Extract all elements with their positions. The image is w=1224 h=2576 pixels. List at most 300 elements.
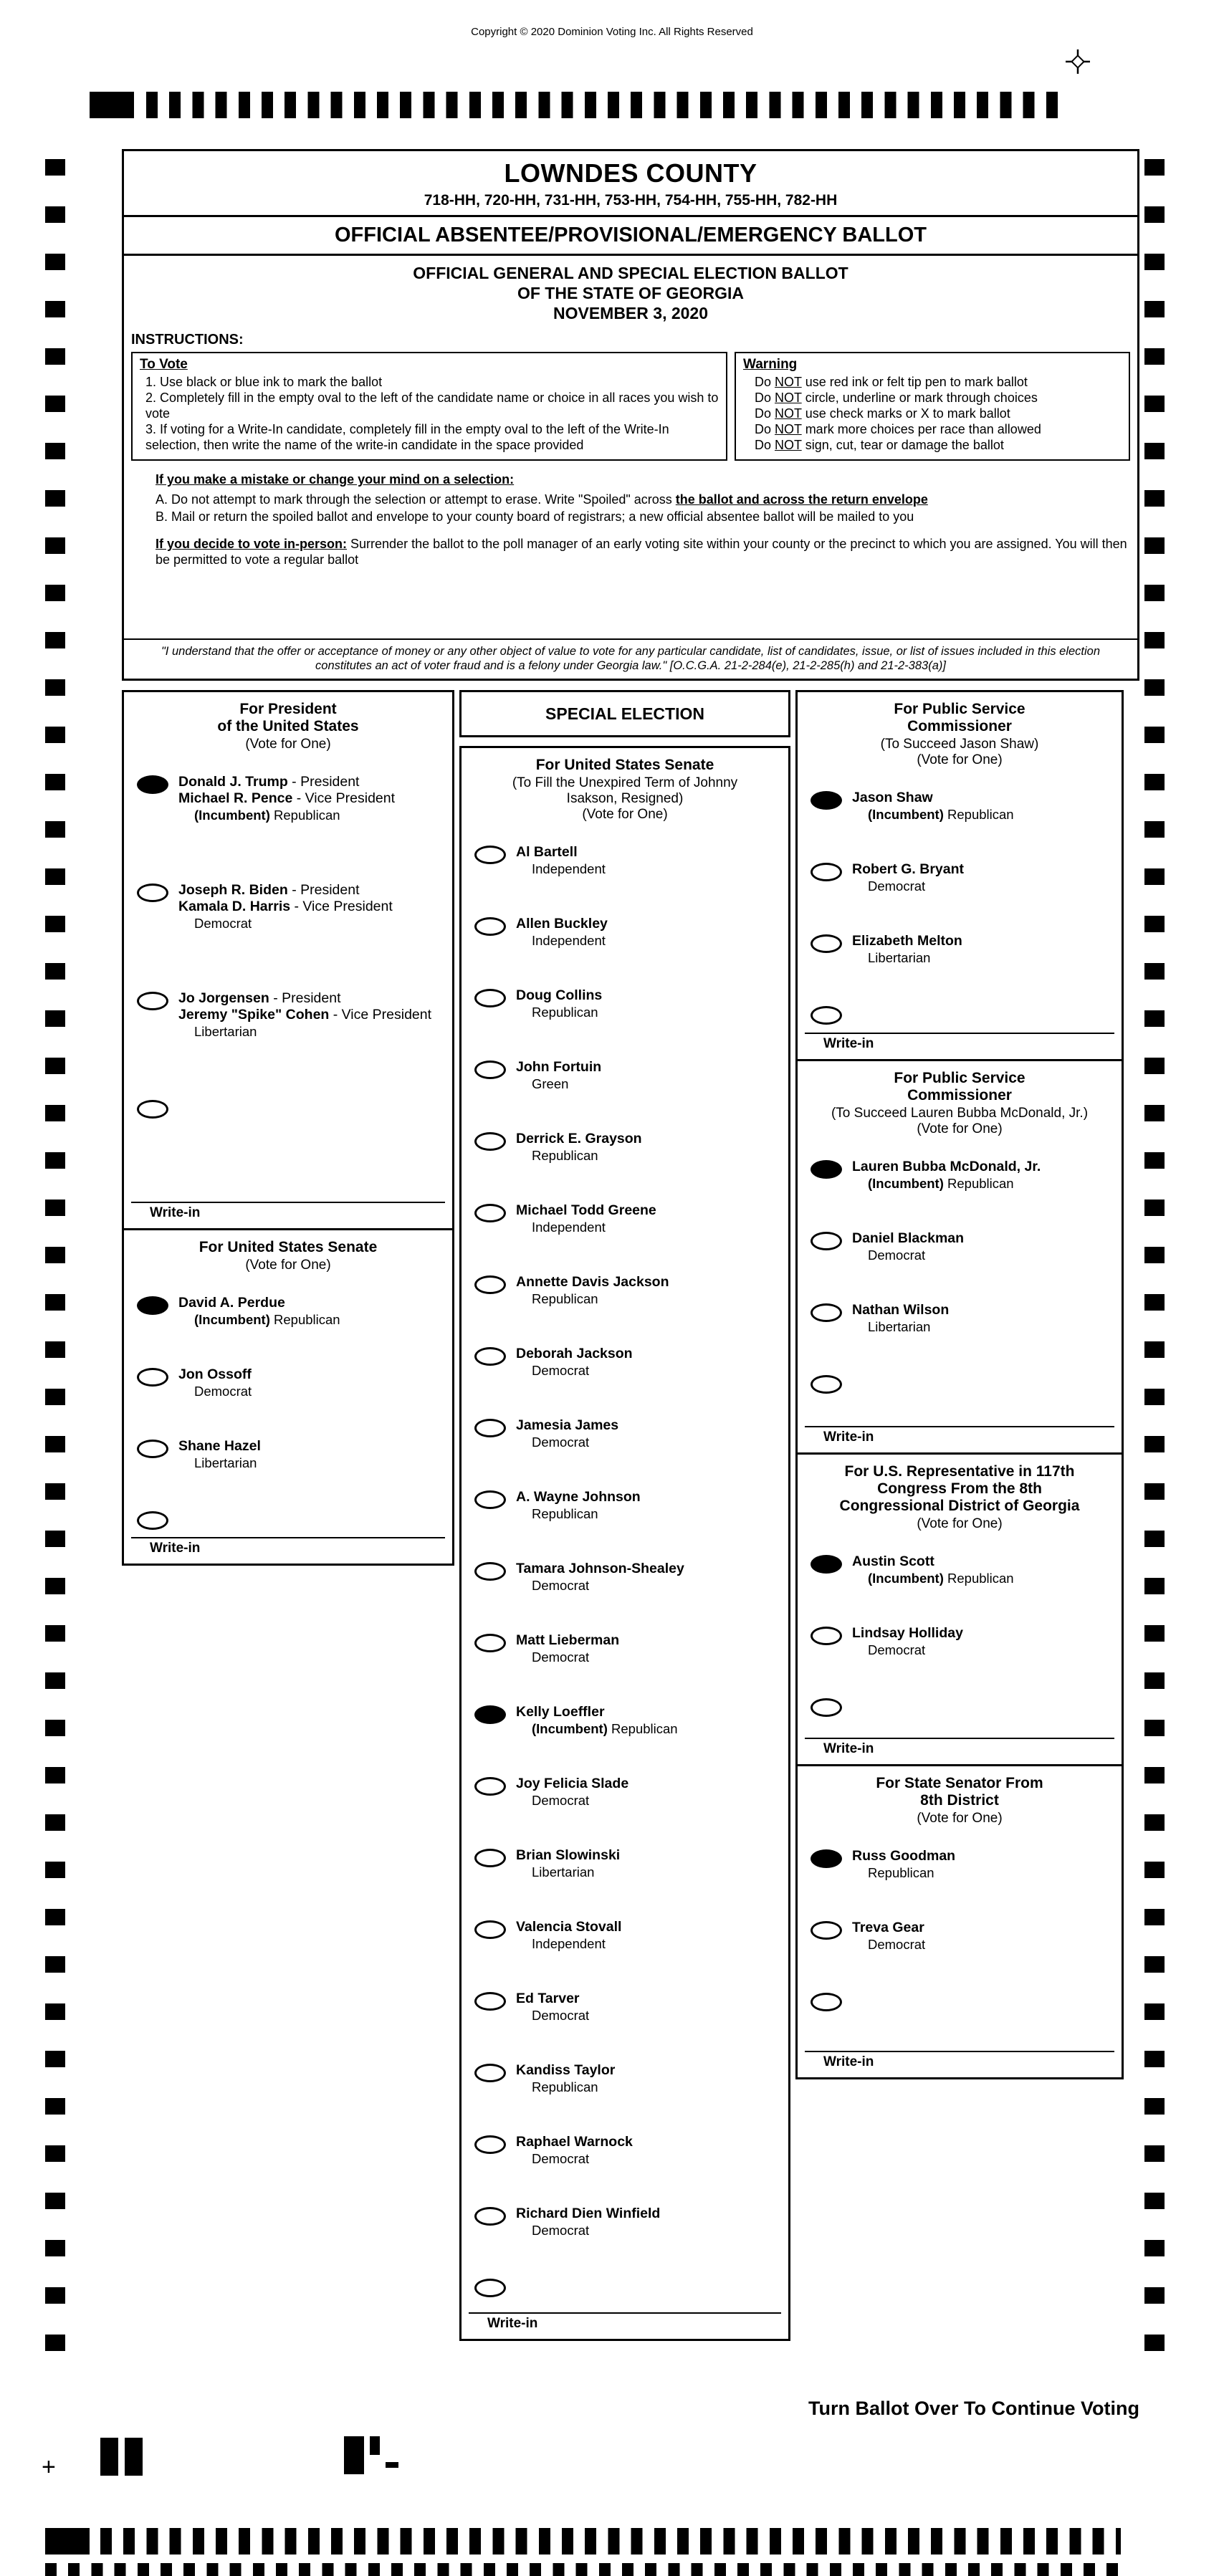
candidate-row [811,1625,1117,1658]
warn-item: Do NOT use red ink or felt tip pen to mark ballot [755,375,1028,389]
candidate-row [474,1632,784,1665]
candidate-name: A. Wayne Johnson [516,1489,641,1505]
ballot-oval[interactable] [474,1060,506,1079]
candidate-list [798,1553,1122,1724]
candidate-row [474,1489,784,1522]
contest-title: For United States Senate [535,757,714,773]
candidate-party: Democrat [532,1363,590,1378]
candidate-name: David A. Perdue [178,1295,285,1311]
candidate-name: Jon Ossoff [178,1366,252,1382]
candidate-row [474,844,784,877]
timing-marks-left [45,159,65,2382]
write-in-line[interactable] [131,1537,445,1538]
candidate-name: Jeremy "Spike" Cohen - Vice President [178,1007,432,1023]
candidate-row [137,1295,448,1328]
candidate-party: Democrat [868,1248,926,1263]
candidate-party: Democrat [532,2223,590,2238]
candidate-row [811,933,1117,966]
candidate-text [178,774,395,823]
ballot-oval[interactable] [811,1627,842,1645]
candidate-name: Kelly Loeffler [516,1704,605,1720]
candidate-row [474,1274,784,1307]
candidate-row [811,1848,1117,1881]
candidate-party: Democrat [194,1384,252,1399]
candidate-party: (Incumbent) Republican [532,1721,678,1736]
candidate-row [474,1704,784,1737]
candidate-row [811,1230,1117,1263]
in-person-instructions: If you decide to vote in-person: Surrender the ballot to the poll manager of an early voting site within your county or the precinct to which you are assigned. You will then be permitted to vote a regular ballot [156,537,1127,567]
candidate-name: Joseph R. Biden - President [178,882,360,898]
candidate-party: Republican [532,1148,598,1163]
contest-title: For Public Service Commissioner [894,1070,1025,1103]
to-vote-title: To Vote [140,357,188,372]
candidate-name: Richard Dien Winfield [516,2206,661,2221]
candidate-text [516,1847,620,1880]
candidate-row [137,990,448,1040]
candidate-text [516,844,606,877]
candidate-text [516,1776,628,1809]
ballot-oval-filled[interactable] [474,1705,506,1724]
candidate-party: Democrat [532,2008,590,2023]
write-in-oval-row [474,2277,784,2297]
candidate-text [516,1991,589,2024]
registration-crosshair-icon [1063,47,1092,76]
candidate-party: Republican [532,1291,598,1306]
contest-us-rep-8 [798,1455,1122,1764]
contest-header [124,692,452,752]
candidate-text [852,790,1014,823]
contest-title: For Public Service Commissioner [894,701,1025,734]
candidate-text [516,1632,619,1665]
candidate-text [516,1131,642,1164]
candidate-row [474,2062,784,2095]
candidate-party: Independent [532,1936,606,1951]
ballot-oval[interactable] [811,1921,842,1940]
candidate-text [178,1295,340,1328]
contest-subtitle: (To Succeed Lauren Bubba McDonald, Jr.) (Vote for One) [831,1106,1089,1136]
candidate-party: (Incumbent) Republican [868,1176,1014,1191]
candidate-row [474,1776,784,1809]
ballot-oval[interactable] [474,2207,506,2226]
ballot-oval[interactable] [474,989,506,1007]
warn-item: Do NOT mark more choices per race than allowed [755,422,1041,436]
timing-marks-bottom-edge [45,2563,1121,2576]
candidate-text [516,916,608,949]
candidate-row [137,1438,448,1471]
write-in-section [124,1537,452,1564]
candidate-text [516,1489,641,1522]
candidate-name: Kamala D. Harris - Vice President [178,899,393,914]
candidate-name: Austin Scott [852,1553,934,1569]
write-in-label: Write-in [823,1036,874,1051]
election-title [124,256,1137,323]
write-in-line[interactable] [131,1202,445,1203]
candidate-name: Michael Todd Greene [516,1202,656,1218]
warning-box [735,352,1130,461]
write-in-line[interactable] [805,1426,1114,1427]
candidate-party: (Incumbent) Republican [194,1312,340,1327]
candidate-name: Annette Davis Jackson [516,1274,669,1290]
contest-box [459,746,790,2341]
contest-box [795,1764,1124,2079]
contest-title: For President of the United States [217,701,359,734]
candidate-row [474,1417,784,1450]
candidate-text [516,2206,660,2239]
election-title-line1: OFFICIAL GENERAL AND SPECIAL ELECTION BALLOT [413,264,848,282]
warn-item: Do NOT sign, cut, tear or damage the ballot [755,438,1004,452]
contest-subtitle: (Vote for One) [917,1516,1003,1531]
candidate-row [811,1159,1117,1192]
candidate-text [852,1553,1014,1586]
candidate-text [852,861,964,894]
ballot-oval[interactable] [811,1232,842,1250]
contest-president [124,692,452,1228]
candidate-party: (Incumbent) Republican [868,807,1014,822]
write-in-section [462,2312,788,2339]
ballot-oval[interactable] [137,1511,168,1530]
mistake-heading: If you make a mistake or change your mind on a selection: [156,472,515,487]
timing-marks-top [146,92,1058,118]
candidate-text [852,1920,925,1953]
ballot-oval[interactable] [474,1849,506,1867]
write-in-label: Write-in [823,1430,874,1445]
candidate-name: Russ Goodman [852,1848,956,1864]
candidate-party: Democrat [532,1649,590,1665]
contest-header [462,748,788,823]
timing-marks-bottom [100,2528,1121,2555]
candidate-name: Robert G. Bryant [852,861,965,877]
ballot-oval[interactable] [474,1920,506,1939]
write-in-section [798,1738,1122,1764]
write-in-label: Write-in [823,1741,874,1756]
candidate-text [516,2134,633,2167]
legal-notice: "I understand that the offer or acceptance of money or any other object of value to vote for any particular candidate, list of candidates, issue, or list of issues included in this election constitutes an act of voter fraud and is a felony under Georgia law." [O.C.G.A. 21-2-284(e), 21-2-285(h) and 21-2-383(a)] [124,638,1137,679]
ballot-oval[interactable] [137,884,168,902]
candidate-list [798,1848,1122,2019]
candidate-text [516,1346,633,1379]
write-in-oval-row [811,1374,1117,1394]
candidate-party: Republican [868,1865,934,1880]
special-election-title: SPECIAL ELECTION [545,704,704,723]
candidate-row [474,987,784,1020]
orientation-mark [370,2436,380,2455]
orientation-mark [125,2438,143,2476]
candidate-name: Shane Hazel [178,1438,261,1454]
candidate-name: Elizabeth Melton [852,933,962,949]
candidate-party: Democrat [532,1793,590,1808]
write-in-label: Write-in [487,2316,538,2331]
candidate-name: Nathan Wilson [852,1302,950,1318]
to-vote-items [140,374,719,453]
candidate-name: Brian Slowinski [516,1847,621,1863]
contest-header [124,1230,452,1273]
ballot-oval[interactable] [811,1006,842,1025]
candidate-name: Kandiss Taylor [516,2062,616,2078]
write-in-oval-row [137,1098,448,1119]
ballot-oval-filled[interactable] [811,1849,842,1868]
contest-title: For State Senator From 8th District [876,1775,1043,1809]
candidate-text [852,1848,955,1881]
ballot-oval[interactable] [474,1992,506,2011]
candidate-party: Democrat [532,1435,590,1450]
candidate-name: Raphael Warnock [516,2134,633,2150]
ballot-type-title: OFFICIAL ABSENTEE/PROVISIONAL/EMERGENCY BALLOT [124,217,1137,256]
turn-ballot-over-text: Turn Ballot Over To Continue Voting [808,2398,1139,2419]
candidate-row [811,1920,1117,1953]
candidate-name: Deborah Jackson [516,1346,633,1361]
contest-us-senate-special [462,748,788,2339]
candidate-row [811,861,1117,894]
candidate-list [124,1295,452,1537]
candidate-party: Democrat [868,878,926,894]
write-in-line[interactable] [469,2312,781,2314]
ballot-oval[interactable] [137,1440,168,1458]
write-in-oval-row [137,1510,448,1530]
write-in-oval-row [811,1991,1117,2011]
candidate-name: John Fortuin [516,1059,602,1075]
candidate-party: (Incumbent) Republican [868,1571,1014,1586]
contest-header [798,1455,1122,1532]
ballot-oval[interactable] [474,917,506,936]
candidate-text [178,1366,252,1399]
candidate-text [178,990,431,1040]
write-in-section [798,1033,1122,1059]
timing-mark-lead-top [90,92,134,118]
candidate-name: Jo Jorgensen - President [178,990,341,1006]
timing-mark-lead-bottom [45,2528,90,2555]
warn-item: Do NOT circle, underline or mark through choices [755,391,1038,405]
candidate-party: Libertarian [194,1024,257,1039]
write-in-section [798,1426,1122,1452]
ballot-oval[interactable] [474,846,506,864]
candidate-party: Independent [532,1220,606,1235]
candidate-name: Al Bartell [516,844,578,860]
ballot-oval[interactable] [811,1375,842,1394]
tv-item: 3. If voting for a Write-In candidate, completely fill in the empty oval to the left of the Write-In selection, then write the name of the write-in candidate in the space provided [145,422,669,452]
candidate-row [474,1131,784,1164]
ballot-oval-filled[interactable] [137,775,168,794]
ballot-oval[interactable] [811,863,842,881]
contest-header [798,1061,1122,1137]
ballot-column-2 [459,690,790,2341]
county-title: LOWNDES COUNTY [504,158,757,188]
candidate-row [474,1202,784,1235]
candidate-party: Libertarian [868,1319,931,1334]
candidate-row [474,1346,784,1379]
candidate-party: Republican [532,2079,598,2094]
candidate-name: Tamara Johnson-Shealey [516,1561,684,1576]
ballot-oval[interactable] [474,1419,506,1437]
candidate-row [474,2134,784,2167]
contest-subtitle: (To Succeed Jason Shaw) (Vote for One) [880,737,1039,767]
contest-subtitle: (To Fill the Unexpired Term of Johnny Isakson, Resigned) (Vote for One) [512,775,738,822]
county-section [124,151,1137,217]
candidate-text [516,1919,621,1952]
copyright-line: Copyright © 2020 Dominion Voting Inc. All Rights Reserved [471,26,753,38]
candidate-name: Allen Buckley [516,916,608,932]
orientation-mark [386,2462,398,2468]
ballot-oval[interactable] [474,2064,506,2082]
candidate-list [462,844,788,2304]
candidate-party: Independent [532,861,606,876]
tv-item: 1. Use black or blue ink to mark the ballot [145,375,383,389]
candidate-party: Republican [532,1005,598,1020]
orientation-mark [344,2436,364,2474]
candidate-party: Democrat [868,1642,926,1657]
candidate-party: Republican [532,1506,598,1521]
ballot-column-1 [122,690,454,1566]
ballot-oval[interactable] [137,992,168,1010]
candidate-name: Doug Collins [516,987,603,1003]
ballot-oval[interactable] [474,2135,506,2154]
candidate-row [137,1366,448,1399]
ballot-header [122,149,1139,681]
contest-header [798,1766,1122,1826]
to-vote-box [131,352,727,461]
write-in-label: Write-in [150,1205,201,1220]
ballot-oval-filled[interactable] [137,1296,168,1315]
ballot-oval[interactable] [474,1204,506,1222]
ballot-oval[interactable] [137,1368,168,1387]
write-in-line[interactable] [805,2051,1114,2052]
warning-items [743,374,1122,453]
candidate-text [516,1202,656,1235]
election-title-line3: NOVEMBER 3, 2020 [553,304,709,322]
precinct-list: 718-HH, 720-HH, 731-HH, 753-HH, 754-HH, 755-HH, 782-HH [424,192,838,209]
write-in-line[interactable] [805,1738,1114,1739]
candidate-list [798,1159,1122,1401]
candidate-text [516,1059,601,1092]
ballot-oval[interactable] [474,1275,506,1294]
ballot-column-3 [795,690,1124,2079]
mistake-instructions [156,471,1127,525]
ballot-oval[interactable] [811,934,842,953]
ballot-oval[interactable] [474,1562,506,1581]
ballot-oval-filled[interactable] [811,1160,842,1179]
election-title-line2: OF THE STATE OF GEORGIA [517,284,745,302]
instructions-label: INSTRUCTIONS: [131,332,244,348]
candidate-row [811,1553,1117,1586]
corner-plus-mark: + [42,2453,56,2481]
candidate-name: Joy Felicia Slade [516,1776,629,1791]
special-election-banner [459,690,790,737]
candidate-row [474,1847,784,1880]
candidate-row [137,774,448,823]
candidate-text [516,1274,669,1307]
write-in-label: Write-in [150,1541,201,1556]
candidate-row [474,2206,784,2239]
tv-item: 2. Completely fill in the empty oval to the left of the candidate name or choice in all races you wish to vote [145,391,719,421]
ballot-oval[interactable] [811,1993,842,2011]
candidate-row [474,916,784,949]
candidate-party: Democrat [868,1937,926,1952]
candidate-party: Libertarian [868,950,931,965]
contest-box [795,1452,1124,1766]
contest-box [795,690,1124,1061]
ballot-oval[interactable] [474,1777,506,1796]
candidate-name: Daniel Blackman [852,1230,965,1246]
candidate-party: Democrat [194,916,252,931]
candidate-text [516,1704,678,1737]
candidate-party: Independent [532,933,606,948]
contest-title: For United States Senate [199,1239,378,1255]
write-in-oval-row [811,1697,1117,1717]
candidate-name: Ed Tarver [516,1991,580,2006]
candidate-row [811,790,1117,823]
candidate-party: Democrat [532,1578,590,1593]
candidate-row [811,1302,1117,1335]
candidate-text [852,933,962,966]
candidate-party: Libertarian [532,1864,595,1880]
mistake-items [156,492,1127,525]
candidate-list [124,774,452,1126]
candidate-row [474,1059,784,1092]
ballot-oval[interactable] [137,1100,168,1119]
ballot-oval[interactable] [474,1132,506,1151]
contest-title: For U.S. Representative in 117th Congress From the 8th Congressional District of Georgia [839,1463,1080,1514]
candidate-text [516,2062,615,2095]
contest-header [798,692,1122,768]
write-in-line[interactable] [805,1033,1114,1034]
m-item: B. Mail or return the spoiled ballot and envelope to your county board of registrars; a new official absentee ballot will be mailed to you [156,509,914,524]
warning-title: Warning [743,357,798,372]
timing-marks-right [1144,159,1165,2382]
candidate-row [137,882,448,932]
contest-subtitle: (Vote for One) [245,737,331,752]
write-in-oval-row [811,1005,1117,1025]
contest-psc-shaw [798,692,1122,1059]
candidate-party: Green [532,1076,569,1091]
write-in-section [124,1202,452,1228]
candidate-text [852,1159,1041,1192]
write-in-section [798,2051,1122,2077]
ballot-oval[interactable] [811,1303,842,1322]
candidate-name: Lauren Bubba McDonald, Jr. [852,1159,1041,1174]
orientation-mark [100,2438,118,2476]
candidate-name: Jamesia James [516,1417,619,1433]
ballot-oval[interactable] [811,1698,842,1717]
candidate-text [852,1302,949,1335]
candidate-text [852,1230,964,1263]
ballot-oval[interactable] [474,1347,506,1366]
candidate-party: Democrat [532,2151,590,2166]
ballot-oval[interactable] [474,1490,506,1509]
candidate-party: (Incumbent) Republican [194,808,340,823]
candidate-name: Derrick E. Grayson [516,1131,642,1146]
ballot-oval-filled[interactable] [811,791,842,810]
ballot-oval[interactable] [474,1634,506,1652]
contest-subtitle: (Vote for One) [245,1258,331,1273]
candidate-name: Treva Gear [852,1920,924,1935]
candidate-row [474,1919,784,1952]
ballot-oval-filled[interactable] [811,1555,842,1574]
candidate-list [798,790,1122,1032]
candidate-row [474,1561,784,1594]
candidate-name: Jason Shaw [852,790,933,805]
candidate-name: Lindsay Holliday [852,1625,963,1641]
candidate-text [516,987,602,1020]
contest-psc-mcdonald [798,1061,1122,1452]
write-in-label: Write-in [823,2054,874,2069]
candidate-name: Matt Lieberman [516,1632,620,1648]
contest-subtitle: (Vote for One) [917,1811,1003,1826]
candidate-text [178,1438,261,1471]
ballot-oval[interactable] [474,2279,506,2297]
candidate-text [516,1417,618,1450]
candidate-name: Valencia Stovall [516,1919,622,1935]
contest-box [122,690,454,1566]
candidate-text [178,882,393,932]
